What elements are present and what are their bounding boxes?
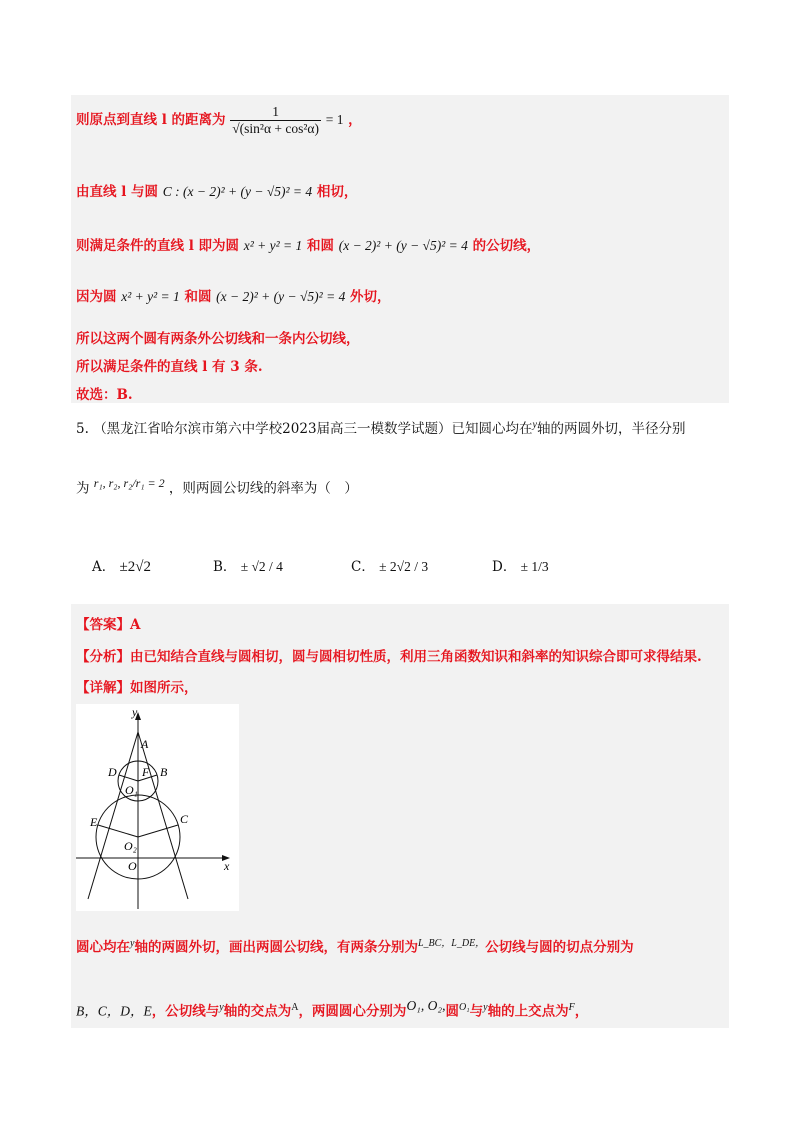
detail-text-1: 圆心均在$^y$轴的两圆外切，画出两圆公切线，有两条分别为$^{L\_BC,L\_DE,}$公切线与圆的切点分别为 [76,938,634,956]
option-c[interactable]: C． ± 2√2 / 3 [351,559,429,575]
label-b: B [160,765,168,779]
label-d: D [108,765,117,779]
label-a: A [141,737,149,751]
analysis-line: 【分析】由已知结合直线与圆相切，圆与圆相切性质，利用三角函数知识和斜率的知识综合即可求得结果. [76,649,702,665]
solution-line-2: 由直线 l 与圆 C : (x − 2)² + (y − √5)² = 4 相切， [76,184,358,200]
solution-line-5: 所以这两个圆有两条外公切线和一条内公切线， [76,331,360,347]
circle-c-equation: C : (x − 2)² + (y − √5)² = 4 [162,184,313,199]
option-b[interactable]: B． ± √2 / 4 [213,559,283,575]
label-x: x [224,859,230,873]
solution-line-4: 因为圆 x² + y² = 1 和圆 (x − 2)² + (y − √5)² = 4 外切， [76,289,391,305]
solution-line-1: 则原点到直线 l 的距离为 $\frac{1}{\text{√(sin²α + cos²α)}}$ = 1 ， [76,104,362,136]
label-e: E [90,815,98,829]
analysis-tag: 【分析】 [76,649,130,665]
label-o: O [128,859,137,873]
answer-line [76,613,140,633]
radius-o1-d [119,775,138,781]
question-5-line-1: 5. （黑龙江省哈尔滨市第六中学校2023届高三一模数学试题）已知圆心均在$^y$轴的两圆外切，半径分别 [76,419,686,437]
label-f: F [142,765,150,779]
diagram-svg [76,704,239,911]
option-a[interactable]: A． ±2√2 [92,559,152,575]
detail-tag: 【详解】 [76,680,130,696]
question-5-line-2: 为 r₁, r₂, r₂/r₁ = 2 ，则两圆公切线的斜率为（ ） [76,476,358,497]
solution-line-6: 所以满足条件的直线 l 有 3 条. [76,359,263,375]
detail-line: 【详解】如图所示， [76,680,198,696]
radius-o2-c [138,825,178,837]
radius-o2-e [98,825,138,837]
detail-text-2: B，C，D，E，公切线与$^y$轴的交点为$^A$，两圆圆心分别为O₁, O₂,圆$^{O_1}$与$^y$轴的上交点为$^F$， [76,998,589,1020]
question-number: 5. [76,421,89,437]
distance-fraction: $\frac{1}{\text{√(sin²α + cos²α)}}$ [232,104,319,136]
solution-line-3: 则满足条件的直线 l 即为圆 x² + y² = 1 和圆 (x − 2)² + (y − √5)² = 4 的公切线， [76,238,541,254]
answer-tag: 【答案】 [76,617,130,633]
tangent-circles-diagram [76,704,239,911]
solution-line-7: 故选：B. [76,387,133,403]
label-c: C [180,812,189,826]
question-source: （黑龙江省哈尔滨市第六中学校2023届高三一模数学试题） [93,421,452,437]
answer-value: A [130,617,141,633]
radius-ratio-math: r₁, r₂, r₂/r₁ = 2 [93,476,165,490]
label-y: y [132,705,138,719]
label-o2: O₂ [124,839,137,853]
label-o1: O₁ [125,783,138,797]
option-d[interactable]: D． ± 1/3 [492,559,549,575]
